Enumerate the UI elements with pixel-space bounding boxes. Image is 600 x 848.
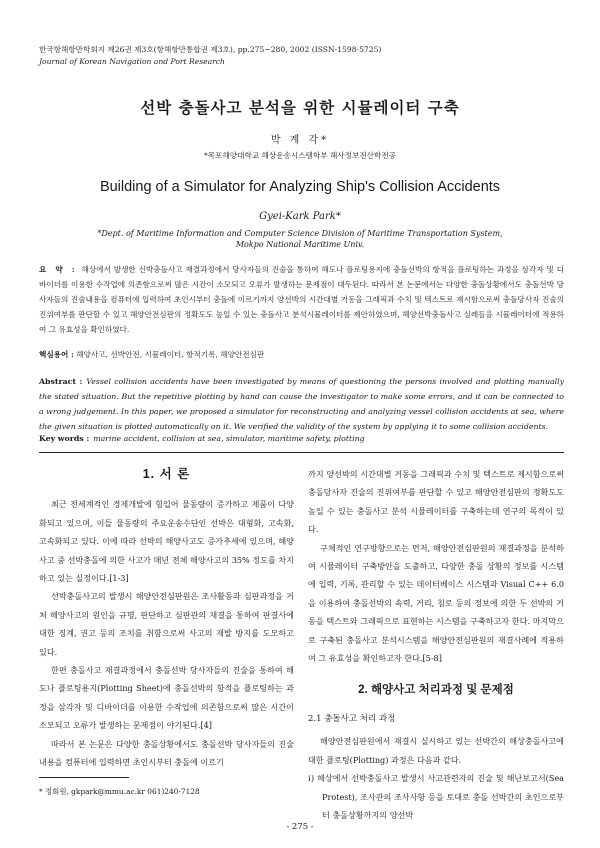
section-heading-process: 2. 해양사고 처리과정 및 문제점 xyxy=(358,684,514,697)
keywords-english-text: marine accident, collision at sea, simulator, maritime safety, plotting xyxy=(93,434,365,443)
abstract-english-label: Abstract : xyxy=(39,377,83,386)
affiliation-english-line2: Mokpo National Maritime Univ. xyxy=(235,240,365,249)
paragraph: 따라서 본 논문은 다양한 충돌상황에서도 충돌선박 당사자들의 진술내용을 컴퓨터에 입력하면 초인시부터 충돌에 이르기 xyxy=(39,738,294,768)
title-english: Building of a Simulator for Analyzing Ship's Collision Accidents xyxy=(99,179,501,195)
abstract-english-text: Vessel collision accidents have been investigated by means of questioning the persons involved and plotting manually the stated situation. But the repetitive plotting by hand can cause the investigator to make some errors, and it can be connected to a wrong judgement. In this paper, we proposed a simulator for reconstructing and analyzing vessel collision accidents at sea, where the given situation is plotted automatically on it. We verified the validity of the system by applying it to some collision accidents. xyxy=(39,377,565,431)
affiliation-korean: *목포해양대학교 해상운송시스템학부 해사정보전산학전공 xyxy=(203,151,396,160)
keywords-english xyxy=(39,434,564,443)
journal-name: Journal of Korean Navigation and Port Research xyxy=(39,57,225,66)
affiliation-english-line1: *Dept. of Maritime Information and Computer Science Division of Maritime Transportation System, xyxy=(97,229,503,238)
abstract-korean xyxy=(39,262,564,337)
keywords-english-label: Key words : xyxy=(39,434,90,443)
abstract-korean-label: 요 약 : xyxy=(39,265,78,274)
paragraph: 구체적인 연구방향으로는 먼저, 해양안전심판원의 재결과정을 분석하여 시뮬레이터 구축방안을 도출하고, 다양한 충돌 상황의 정보를 시스템에 입력, 기록, 관리할 수 있는 데이터베이스 시스템과 Visual C++ 6.0을 이용하여 충돌선박의 속력, 거리, 침로 등의 정보에 의한 두 선박의 거동을 텍스트와 그래픽으로 표현하는 시스템을 구축하고자 한다. 마지막으로 구축된 충돌사고 분석시스템을 해양안전심판원의 재결사례에 적용하여 그 유효성을 확인하고자 한다.[5-8] xyxy=(308,542,564,664)
footnote-divider xyxy=(39,777,129,778)
section-heading-introduction: 1. 서 론 xyxy=(142,467,191,481)
title-korean: 선박 충돌사고 분석을 위한 시뮬레이터 구축 xyxy=(140,98,460,117)
author-korean: 박 계 각* xyxy=(270,135,330,146)
journal-header xyxy=(39,44,381,68)
keywords-korean-text: 해양사고, 선박안전, 시뮬레이터, 항적기록, 해양안전심판 xyxy=(76,350,265,359)
page-number: - 275 - xyxy=(286,822,314,832)
paragraph: 까지 양선박의 시간대별 거동을 그래픽과 수치 및 텍스트로 제시함으로써 충돌당사자 진술의 진위여부를 판단할 수 있고 해양안전심판의 정확도도 높일 수 있는 충돌사고 분석 시뮬레이터를 구축하는데 연구의 목적이 있다. xyxy=(308,469,564,535)
paragraph: 해양안전심판원에서 재결시 실시하고 있는 선박간의 해상충돌사고에 대한 플로팅(Plotting) 과정은 다음과 같다. xyxy=(308,736,564,765)
abstract-english xyxy=(39,374,564,434)
footnote: * 정회원, gkpark@mmu.ac.kr 061)240-7128 xyxy=(39,787,200,796)
affiliation-english xyxy=(0,228,600,250)
author-english: Gyei-Kark Park* xyxy=(259,211,341,222)
divider xyxy=(39,452,564,453)
paragraph: 최근 전세계적인 경제개발에 힘입어 물동량이 증가하고 제품이 다양화되고 있으며, 이들 물동량의 주요운송수단인 선박은 대형화, 고속화, 고속화되고 있다. 이에 따라 선박의 해양사고도 증가추세에 있으며, 해양사고 중 선박충돌에 의한 사고가 매년 전체 해양사고의 35% 정도를 차지하고 있는 실정이다.[1-3] xyxy=(39,499,294,584)
paragraph: 선박충돌사고의 발생시 해양안전심판원은 조사활동과 심판과정을 거쳐 해양사고의 원인을 규명, 판단하고 심판관의 재결을 통하여 판결사에 대한 징계, 권고 등의 조치를 취함으로써 사고의 재발 방지를 도모하고 있다. xyxy=(39,591,294,657)
keywords-korean xyxy=(39,349,564,360)
left-column xyxy=(39,465,294,772)
journal-citation: 한국항해항만학회지 제26권 제3호(항해항만통합권 제3호), pp.275~280, 2002 (ISSN-1598-5725) xyxy=(39,45,382,54)
list-item: ⅰ) 해상에서 선박충돌사고 발생시 사고관련자의 진술 및 해난보고서(Sea Protest), 조사관의 조사사항 등을 토대로 충돌 선박간의 초인으로부터 충돌상황까지의 양선박 xyxy=(308,773,564,820)
subsection-heading: 2.1 충돌사고 처리 과정 xyxy=(308,713,396,724)
abstract-korean-text: 해상에서 발생한 선박충돌사고 재결과정에서 당사자들의 진술을 통하여 해도나 플로팅용지에 충돌선박의 항적을 플로팅하는 과정을 삼각자 및 디바이더를 이용한 수작업에 의존함으로써 많은 시간이 소모되고 오류가 발생하는 문제점이 대두된다. 따라서 본 논문에서는 다양한 충돌상황에서도 충돌선박 당사자들의 진술내용을 컴퓨터에 입력하여 초인시부터 충돌에 이르기까지 양선박의 시간대별 거동을 그래픽과 수치 및 텍스트로 재시함으로써 충돌당사자 진술의 진위여부를 판단할 수 있고 해양안전심판의 정확도도 높일 수 있는 충돌사고 분석시뮬레이터를 제안하였으며, 해양선박충돌사고 실례들을 시뮬레이터에 적용하여 그 유효성을 확인하였다. xyxy=(39,265,564,334)
keywords-korean-label: 핵심용어 : xyxy=(39,350,74,359)
paragraph: 한편 충돌사고 재결과정에서 충돌선박 당사자들의 진술을 통하여 해도나 플로팅용지(Plotting Sheet)에 충돌선박의 항적을 플로팅하는 과정을 삼각자 및 디바이더를 이용한 수작업에 의존함으로써 많은 시간이 소모되고 오류가 발생하는 문제점이 야기된다.[4] xyxy=(39,665,294,731)
right-column xyxy=(308,465,564,824)
